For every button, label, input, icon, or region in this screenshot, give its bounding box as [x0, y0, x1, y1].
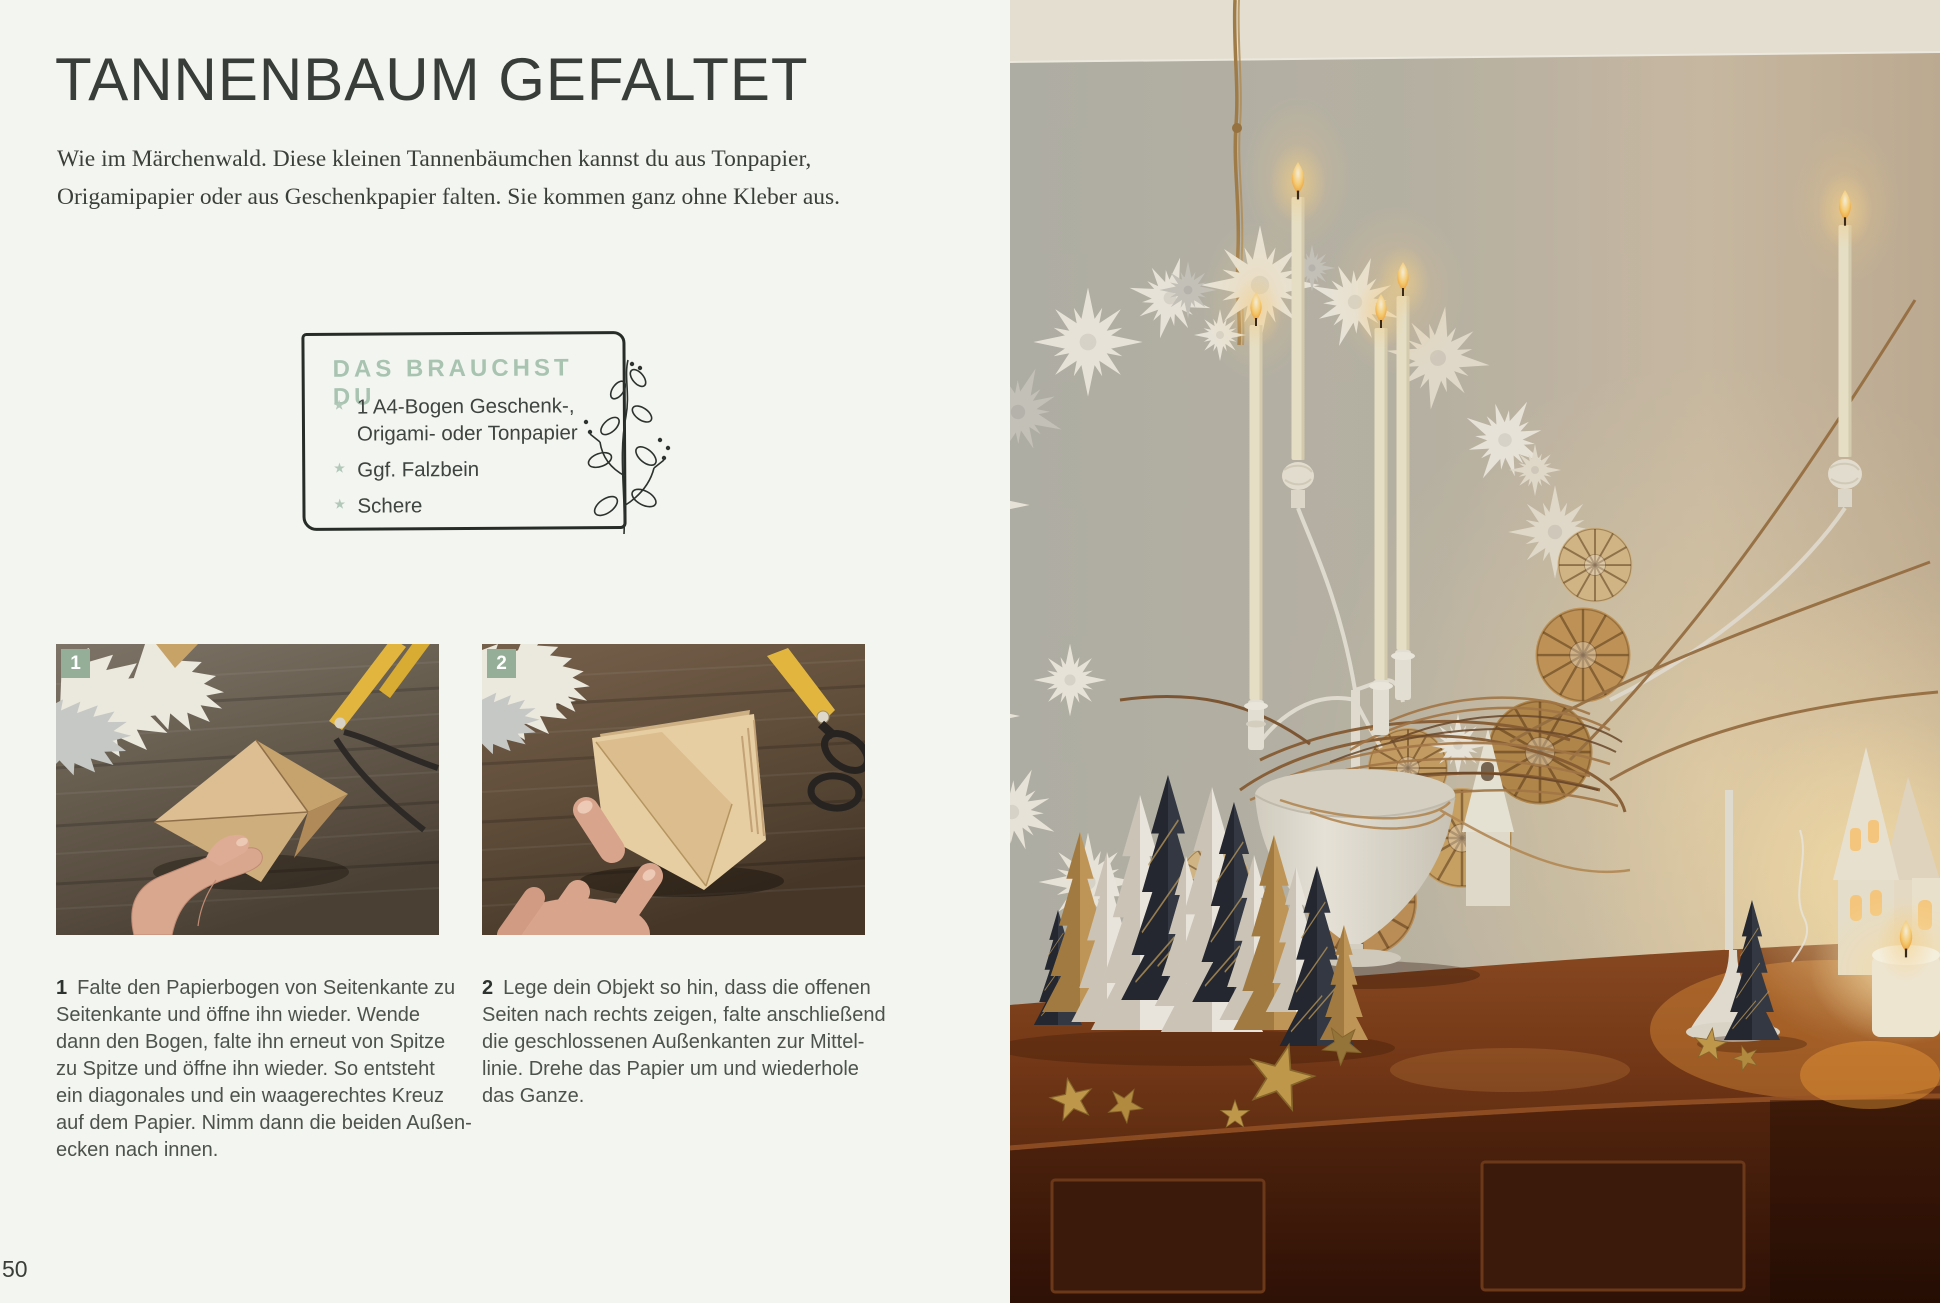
step-line: linie. Drehe das Papier um und wiederhole	[482, 1058, 859, 1080]
materials-item-text: 1 A4-Bogen Geschenk-,	[356, 394, 575, 419]
star-bullet-icon	[333, 493, 357, 520]
step-line	[56, 975, 472, 1002]
botanical-sprig-illustration	[580, 356, 672, 536]
materials-item-text: Origami- oder Tonpapier	[356, 421, 578, 446]
photo-1-illustration	[56, 644, 439, 935]
materials-item	[333, 392, 578, 447]
step-line: Seitenkante und öffne ihn wieder. Wende	[56, 1004, 420, 1026]
decor-photo	[1010, 0, 1940, 1303]
step-line: Seiten nach rechts zeigen, falte anschließend	[482, 1004, 886, 1026]
step-photo-badge: 1	[61, 649, 90, 678]
page-number: 50	[2, 1256, 28, 1282]
step-photo-badge: 2	[487, 649, 516, 678]
step-photo-2	[482, 644, 865, 935]
star-bullet-icon	[333, 457, 357, 484]
step-line-text: Lege dein Objekt so hin, dass die offenen	[503, 977, 871, 999]
step-line: dann den Bogen, falte ihn erneut von Spitze	[56, 1031, 446, 1053]
step-line: die geschlossenen Außenkanten zur Mittel-	[482, 1031, 865, 1053]
materials-item-text: Schere	[357, 494, 423, 518]
star-bullet-icon	[333, 394, 357, 448]
photo-2-illustration	[482, 644, 865, 935]
page-title: TANNENBAUM GEFALTET	[55, 46, 809, 113]
decor-photo-illustration	[1010, 0, 1940, 1303]
step-line: ein diagonales und ein waagerechtes Kreuz	[56, 1085, 445, 1107]
materials-item-text: Ggf. Falzbein	[357, 457, 480, 482]
step-line: ecken nach innen.	[56, 1139, 219, 1161]
step-line: das Ganze.	[482, 1085, 585, 1107]
intro-line: Wie im Märchenwald. Diese kleinen Tannenbäumchen kannst du aus Tonpapier,	[57, 146, 812, 172]
intro-paragraph	[57, 140, 840, 216]
materials-item	[333, 455, 578, 483]
step-line-text: Falte den Papierbogen von Seitenkante zu	[77, 977, 456, 999]
photo-vignette	[1010, 0, 1940, 1303]
materials-list	[333, 392, 579, 528]
step-2-instructions	[482, 975, 886, 1110]
step-photo-1	[56, 644, 439, 935]
materials-box	[301, 331, 626, 531]
materials-heading: DAS BRAUCHST DU	[332, 354, 573, 411]
intro-line: Origamipapier oder aus Geschenkpapier falten. Sie kommen ganz ohne Kleber aus.	[57, 184, 841, 210]
step-number: 1	[56, 977, 68, 999]
step-line: zu Spitze und öffne ihn wieder. So entsteht	[56, 1058, 435, 1080]
step-1-instructions	[56, 975, 472, 1164]
materials-item	[333, 491, 578, 519]
step-line: auf dem Papier. Nimm dann die beiden Außen-	[56, 1112, 472, 1134]
step-number: 2	[482, 977, 494, 999]
step-line	[482, 975, 886, 1002]
